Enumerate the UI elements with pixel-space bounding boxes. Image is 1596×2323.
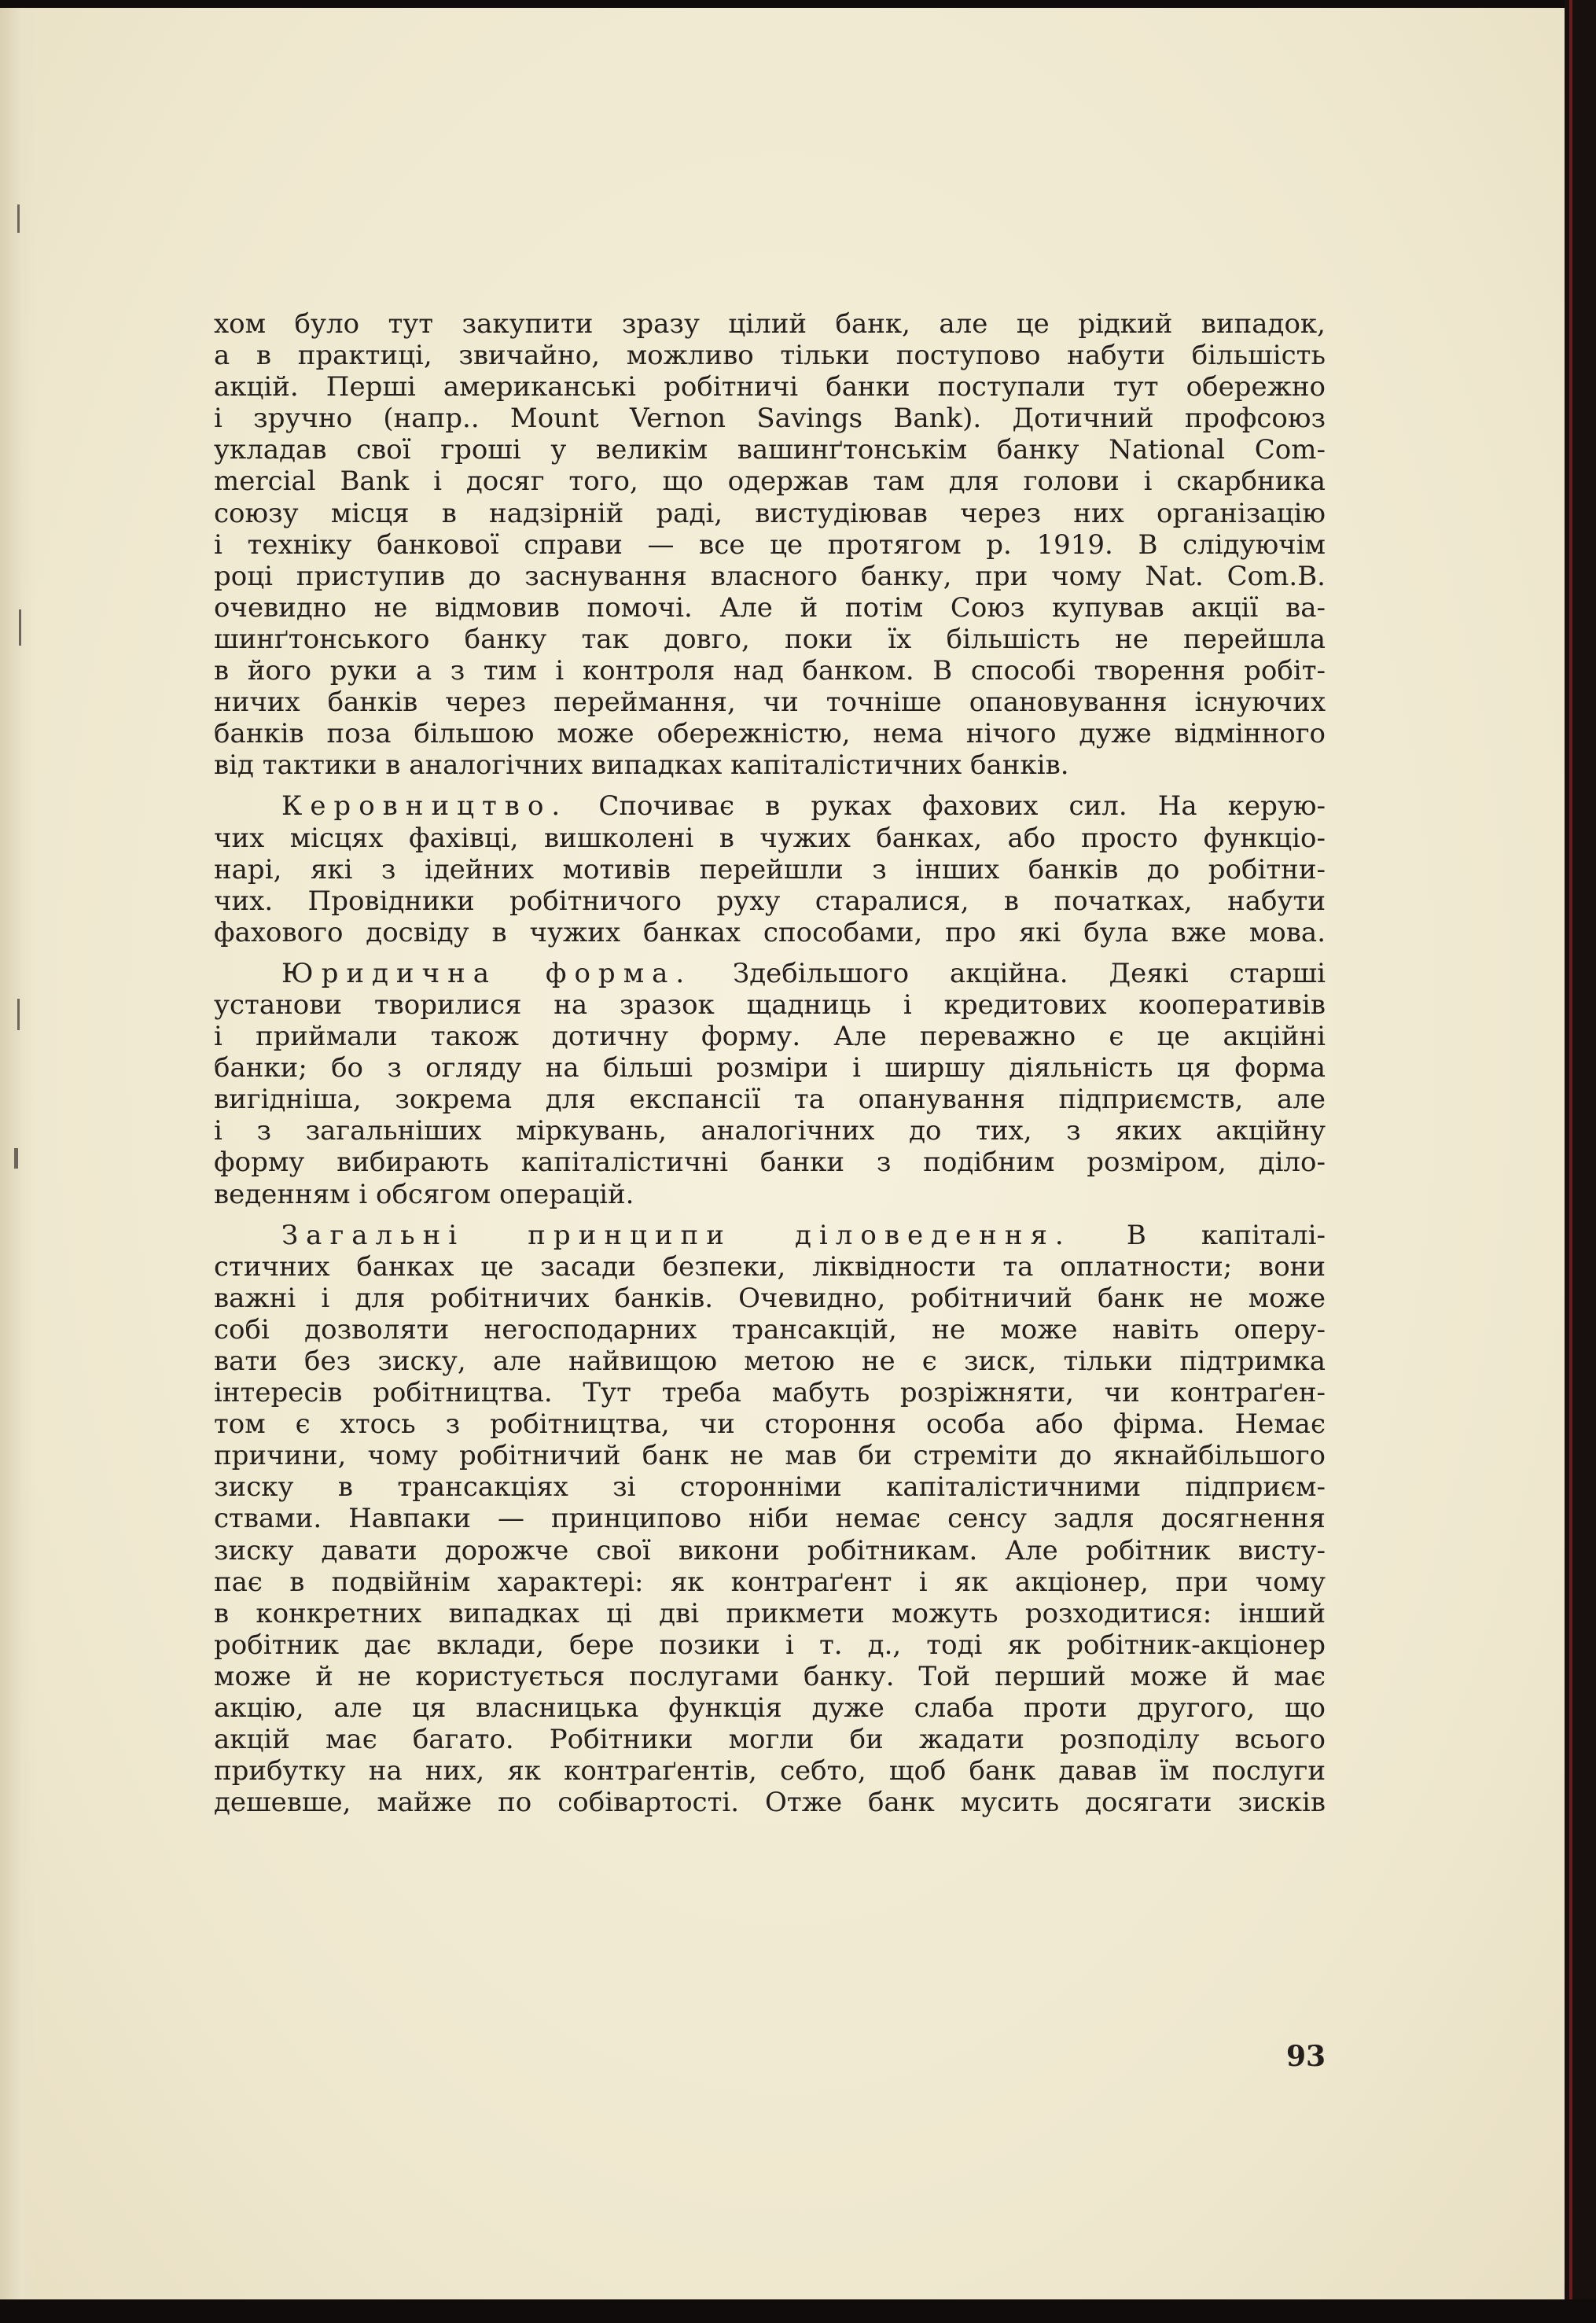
text-line: вати без зиску, але найвищою метою не є зиск, тільки підтримка [214, 1346, 1326, 1377]
text-line: зиску в трансакціях зі сторонніми капіталістичними підприєм- [214, 1471, 1326, 1504]
text-line: стичних банках це засади безпеки, ліквідности та оплатности; вони [214, 1250, 1326, 1283]
text-line: і техніку банкової справи — все це протягом р. 1919. В слідуючім [214, 528, 1326, 561]
text-line [214, 1818, 1326, 1850]
text-line: зиску давати дорожче свої викони робітникам. Але робітник висту- [214, 1534, 1326, 1566]
page-binding-shadow [0, 8, 36, 2299]
binding-mark [17, 999, 20, 1030]
page-edge-right [1565, 0, 1596, 2323]
text-line: хом було тут закупити зразу цілий банк, але це рідкий випадок, [214, 308, 1326, 340]
text-run: В капіталі- [1071, 1219, 1326, 1251]
text-line: установи творилися на зразок щадниць і кредитових кооперативів [214, 988, 1326, 1021]
text-line: ствами. Навпаки — принципово ніби немає сенсу задля досягнення [214, 1503, 1326, 1535]
text-line: банки; бо з огляду на більші розміри і ширшу діяльність ця форма [214, 1052, 1326, 1084]
text-line: акцій має багато. Робітники могли би жадати розподілу всього [214, 1724, 1326, 1756]
section-heading: Керовництво. [281, 790, 568, 823]
text-line: ничих банків через переймання, чи точніше опановування існуючих [214, 687, 1326, 719]
text-line: шинґтонського банку так довго, поки їх більшість не перейшла [214, 623, 1326, 655]
text-line: в конкретних випадках ці дві прикмети можуть розходитися: інший [214, 1597, 1326, 1629]
binding-mark [17, 204, 20, 233]
text-line: веденням і обсягом операцій. [214, 1178, 634, 1210]
text-line: том є хтось з робітництва, чи стороння особа або фірма. Немає [214, 1408, 1326, 1441]
section-heading: Юридична форма. [281, 957, 693, 989]
page-number: 93 [1286, 2040, 1326, 2073]
text-line: і приймали також дотичну форму. Але переважно є це акційні [214, 1021, 1326, 1053]
text-line: пає в подвійнім характері: як контраґент і як акціонер, при чому [214, 1566, 1326, 1598]
binding-mark [14, 1148, 18, 1169]
text-line: причини, чому робітничий банк не мав би стреміти до якнайбільшого [214, 1440, 1326, 1472]
text-line: фахового досвіду в чужих банках способами, про які була вже мова. [214, 916, 1326, 948]
text-line: а в практиці, звичайно, можливо тільки поступово набути більшість [214, 340, 1326, 372]
text-line: робітник дає вклади, бере позики і т. д., тоді як робітник-акціонер [214, 1629, 1326, 1661]
text-line: нарі, які з ідейних мотивів перейшли з інших банків до робітни- [214, 853, 1326, 885]
text-line: mercial Bank і досяг того, що одержав там для голови і скарбника [214, 466, 1326, 498]
text-line: форму вибирають капіталістичні банки з подібним розміром, діло- [214, 1147, 1326, 1179]
text-line: вигідніша, зокрема для експансії та опанування підприємств, але [214, 1084, 1326, 1116]
text-line: від тактики в аналогічних випадках капіталістичних банків. [214, 749, 1069, 782]
text-line: і зручно (напр.. Mount Vernon Savings Bank). Дотичний профсоюз [214, 403, 1326, 435]
text-line: дешевше, майже по собівартості. Отже банк мусить досягати зисків [214, 1787, 1326, 1819]
text-run: Спочиває в руках фахових сил. На керую- [568, 790, 1326, 823]
text-line: чих. Провідники робітничого руху старалися, в початках, набути [214, 885, 1326, 917]
text-line: акцій. Перші американські робітничі банки поступали тут обережно [214, 371, 1326, 403]
paragraph-first-line [214, 958, 1326, 989]
text-line: може й не користується послугами банку. Той перший може й має [214, 1660, 1326, 1692]
text-line: прибутку на них, як контраґентів, себто, щоб банк давав їм послуги [214, 1755, 1326, 1787]
body-text [214, 308, 1326, 1850]
paragraph-first-line [214, 1220, 1326, 1251]
text-line: важні і для робітничих банків. Очевидно, робітничий банк не може [214, 1282, 1326, 1314]
text-line: інтересів робітництва. Тут треба мабуть розріжняти, чи контраґен- [214, 1377, 1326, 1409]
binding-mark [19, 609, 21, 646]
text-line: чих місцях фахівці, вишколені в чужих банках, або просто функціо- [214, 822, 1326, 854]
text-line: акцію, але ця власницька функція дуже слаба проти другого, що [214, 1692, 1326, 1725]
text-line: в його руки а з тим і контроля над банком. В способі творення робіт- [214, 655, 1326, 687]
page-edge-bottom [0, 2299, 1596, 2323]
text-line: союзу місця в надзірній раді, вистудіював через них організацію [214, 497, 1326, 529]
section-heading: Загальні принципи діловедення. [281, 1219, 1072, 1251]
text-line: і з загальніших міркувань, аналогічних до тих, з яких акційну [214, 1115, 1326, 1147]
text-run: Здебільшого акційна. Деякі старші [692, 957, 1326, 989]
text-line: укладав свої гроші у великім вашинґтонськім банку National Com- [214, 434, 1326, 466]
text-line: банків поза більшою може обережністю, нема нічого дуже відмінного [214, 718, 1326, 750]
text-line: році приступив до заснування власного банку, при чому Nat. Com.B. [214, 560, 1326, 592]
paragraph-first-line [214, 790, 1326, 822]
text-line: собі дозволяти негосподарних трансакцій, не може навіть оперу- [214, 1313, 1326, 1346]
text-line: очевидно не відмовив помочі. Але й потім Союз купував акції ва- [214, 591, 1326, 624]
